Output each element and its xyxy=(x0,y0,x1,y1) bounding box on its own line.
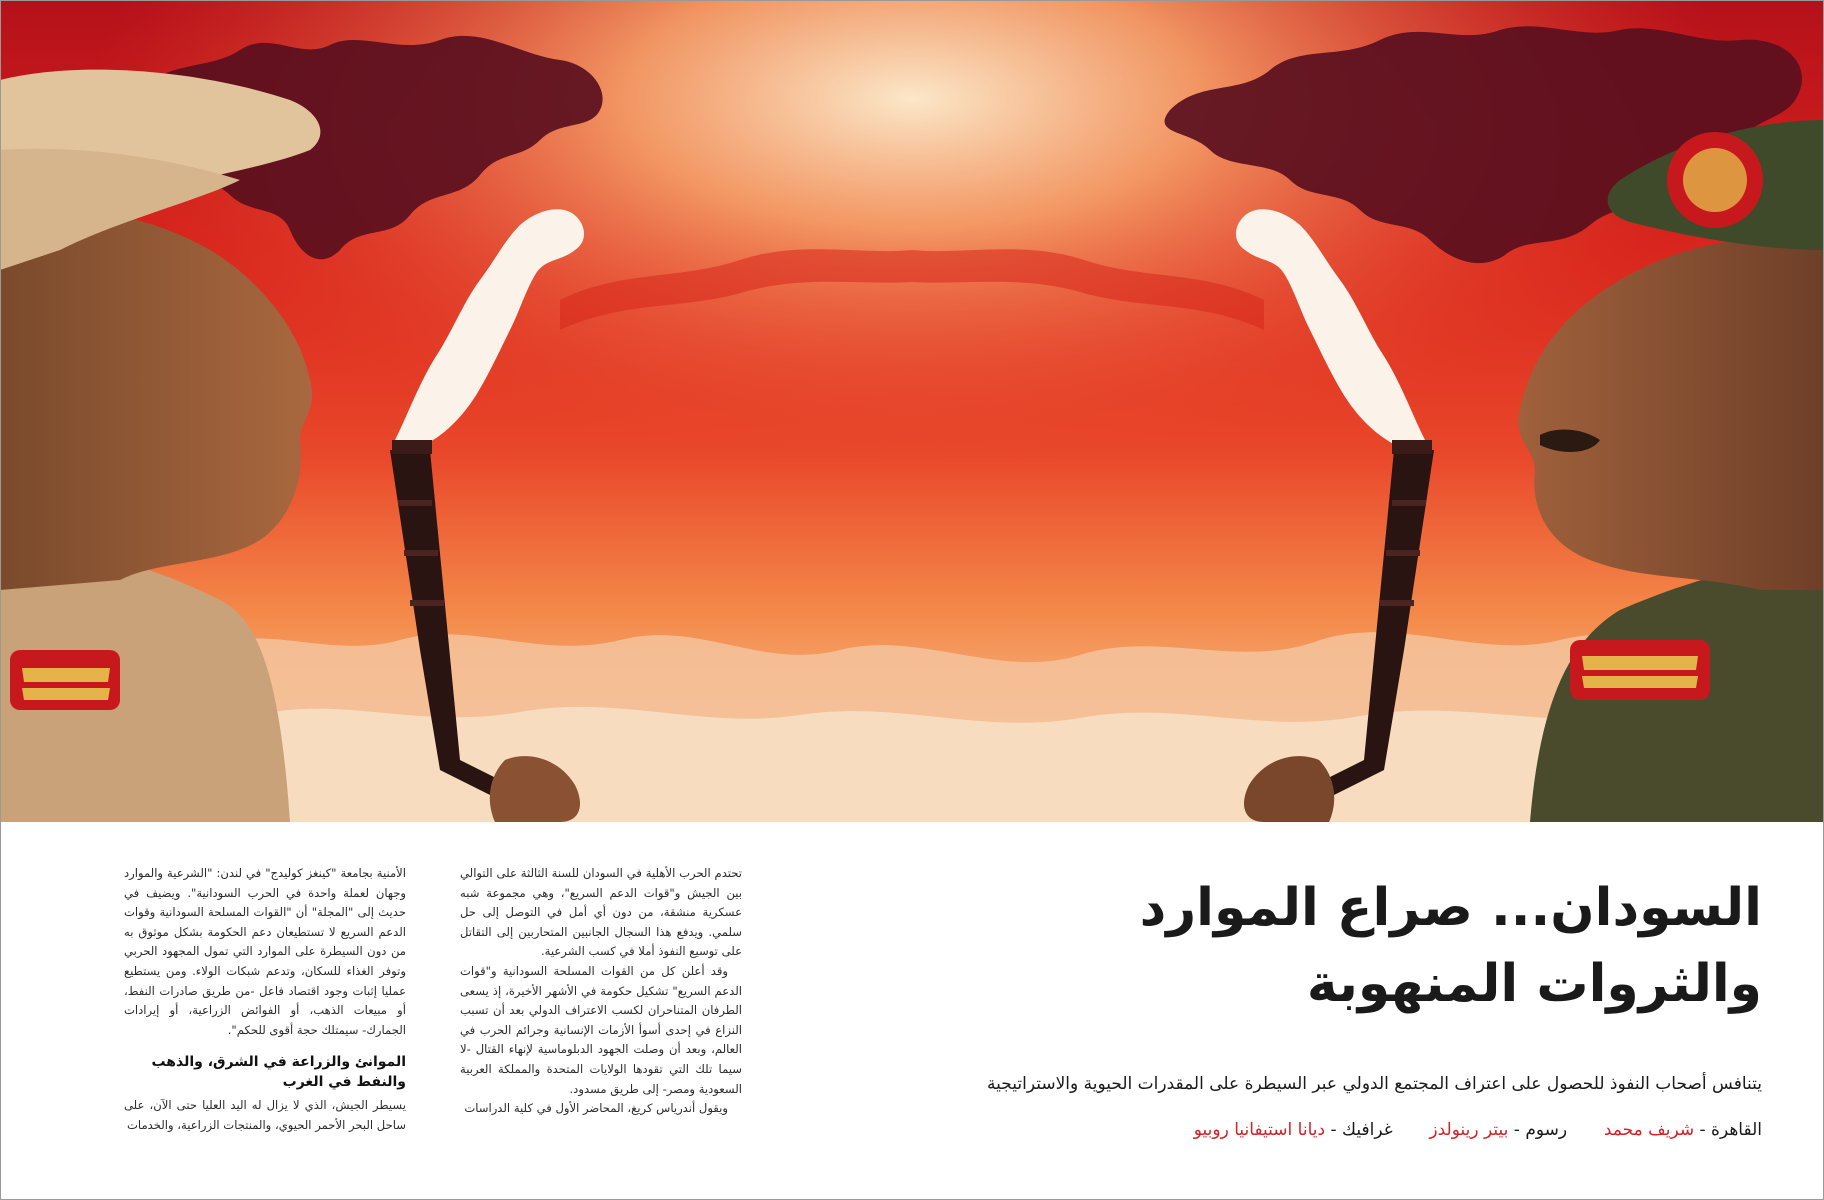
column-1-paragraph-2: وقد أعلن كل من القوات المسلحة السودانية و"قوات الدعم السريع" تشكيل حكومة في الأشهر الأخيرة، إذ يسعى الطرفان المتناحران لكسب الاعتراف الدولي بعد أن تسبب النزاع في إحدى أسوأ الأزمات الإنسانية وجرائم الحرب في العالم، وبعد أن وصلت الجهود الدبلوماسية لإنهاء القتال -لا سيما تلك التي تقودها الولايات المتحدة والمملكة العربية السعودية ومصر- إلى طريق مسدود. xyxy=(460,963,742,1096)
credit-author: شريف محمد xyxy=(1603,1120,1695,1140)
headline-line-2: والثروات المنهوبة xyxy=(1306,954,1762,1014)
article-deck: يتنافس أصحاب النفوذ للحصول على اعتراف المجتمع الدولي عبر السيطرة على المقدرات الحيوية والاستراتيجية xyxy=(987,1074,1762,1094)
credit-illustrator: بيتر رينولدز xyxy=(1429,1120,1509,1140)
article-column-1 xyxy=(460,864,742,1119)
column-2-paragraph-1: الأمنية بجامعة "كينغز كوليدج" في لندن: "الشرعية والموارد وجهان لعملة واحدة في الحرب السودانية". ويضيف في حديث إلى "المجلة" أن "القوات المسلحة السودانية وقوات الدعم السريع لا تستطيعان دعم الحكومة بشكل موثوق به من دون السيطرة على الموارد التي تمول المجهود الحربي وتوفر الغذاء للسكان، وتدعم شبكات الولاء. ومن يستطيع عمليا إثبات وجود اقتصاد فاعل -من طريق صادرات النفط، أو مبيعات الذهب، أو الفوائض الزراعية، أو إيرادات الجمارك- سيمتلك حجة أقوى للحكم". xyxy=(124,866,406,1037)
article-text-area xyxy=(0,822,1824,1200)
article-credits xyxy=(802,1118,1762,1142)
column-1-paragraph-1: تحتدم الحرب الأهلية في السودان للسنة الثالثة على التوالي بين الجيش و"قوات الدعم السريع"، وهي مجموعة شبه عسكرية منشقة، من دون أي أمل في التوصل إلى حل سلمي. ويدفع هذا السجال الجانبين المتحاربين إلى التقاتل على توسيع النفوذ أملا في كسب الشرعية. xyxy=(460,866,742,959)
article-headline xyxy=(882,870,1762,1022)
credit-place: القاهرة - xyxy=(1699,1120,1762,1140)
credit-graphics-artist: ديانا استيفانيا روبيو xyxy=(1193,1120,1326,1140)
column-1-paragraph-3: ويقول أندرياس كريغ، المحاضر الأول في كلية الدراسات xyxy=(464,1101,728,1116)
column-2-paragraph-2: يسيطر الجيش، الذي لا يزال له اليد العليا حتى الآن، على ساحل البحر الأحمر الحيوي، والمنتجات الزراعية، والخدمات xyxy=(124,1098,406,1132)
article-column-2 xyxy=(124,864,406,1136)
headline-line-1: السودان... صراع الموارد xyxy=(1139,878,1762,938)
credit-illustrations-label: رسوم - xyxy=(1513,1120,1568,1140)
section-subheading: الموانئ والزراعة في الشرق، والذهب والنفط في الغرب xyxy=(151,1054,406,1091)
credit-graphics-label: غرافيك - xyxy=(1330,1120,1393,1140)
